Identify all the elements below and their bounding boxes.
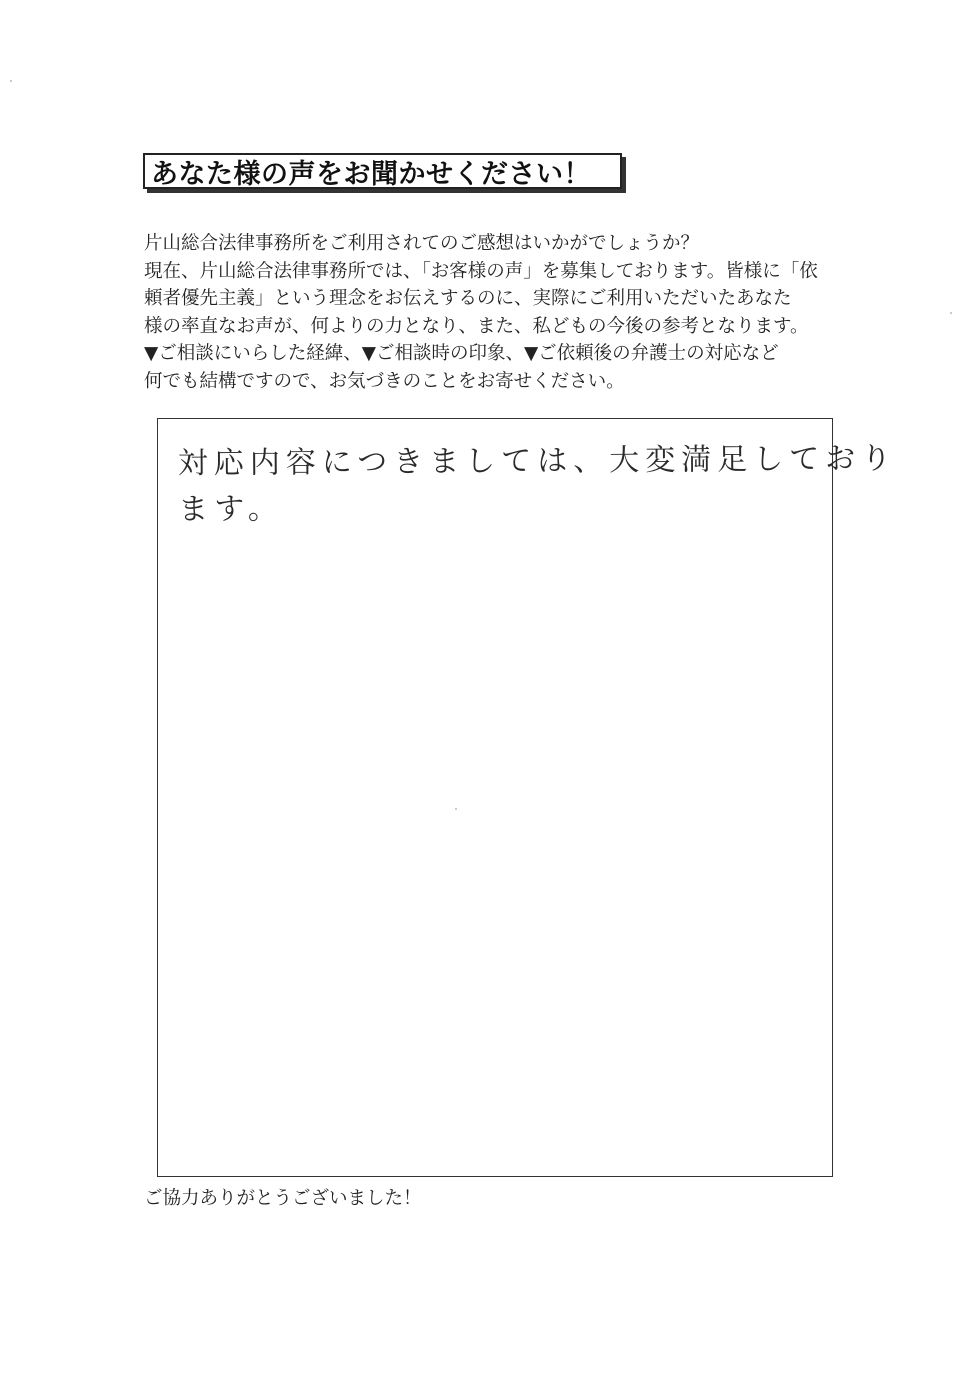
scan-speck — [10, 80, 12, 82]
intro-line: 片山総合法律事務所をご利用されてのご感想はいかがでしょうか？ — [144, 233, 700, 254]
comment-box — [157, 418, 898, 1177]
handwritten-line: ます。 — [178, 491, 284, 528]
handwritten-line: 対応内容につきましては、大変満足しており — [177, 441, 898, 482]
intro-line: 様の率直なお声が、何よりの力となり、また、私どもの今後の参考となります。 — [144, 315, 809, 337]
scan-speck — [950, 312, 952, 314]
handwritten-comment — [177, 437, 898, 533]
thanks-message: ご協力ありがとうございました！ — [144, 1188, 422, 1209]
intro-line: 頼者優先主義」という理念をお伝えするのに、実際にご利用いただいたあなた — [144, 288, 792, 309]
intro-text — [144, 230, 844, 395]
intro-line: 何でも結構ですので、お気づきのことをお寄せください。 — [144, 370, 625, 392]
scan-speck — [455, 808, 457, 810]
intro-line: ▼ご相談にいらした経緯、▼ご相談時の印象、▼ご依頼後の弁護士の対応など — [144, 343, 779, 364]
title-box — [143, 153, 622, 189]
intro-line: 現在、片山総合法律事務所では、「お客様の声」を募集しております。皆様に「依 — [144, 260, 818, 282]
page-title: あなた様の声をお聞かせください！ — [151, 158, 591, 190]
